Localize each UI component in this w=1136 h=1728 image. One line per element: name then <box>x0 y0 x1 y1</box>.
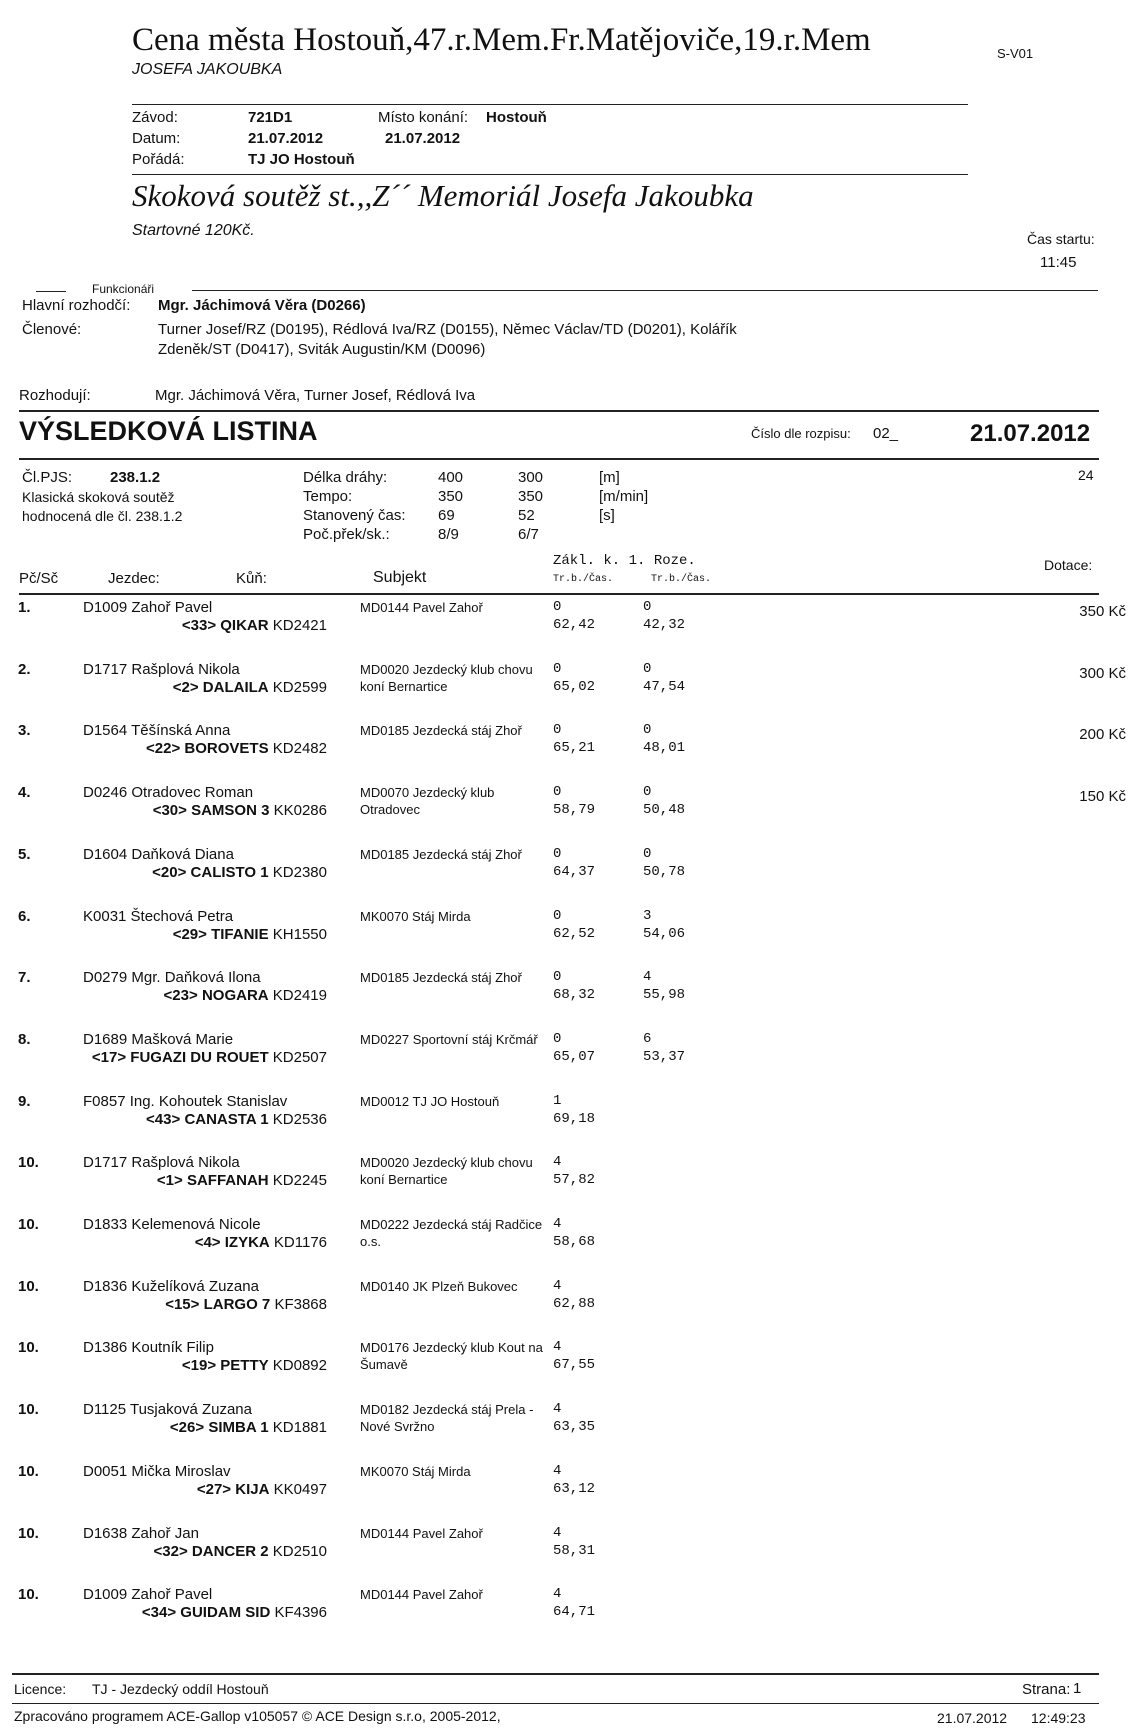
table-row <box>0 599 1136 661</box>
subject: MD0185 Jezdecká stáj Zhoř <box>360 847 522 862</box>
place: 10. <box>18 1586 39 1603</box>
horse-name: LARGO 7 <box>203 1296 271 1313</box>
clenove-line-2: Zdeněk/ST (D0417), Sviták Augustin/KM (D0096) <box>158 341 486 358</box>
round1-penalty: 0 <box>553 969 562 985</box>
clpjs-label: Čl.PJS: <box>22 469 73 486</box>
table-row <box>0 1093 1136 1155</box>
round1-time: 68,32 <box>553 987 596 1003</box>
horse-name: CANASTA 1 <box>184 1111 269 1128</box>
round1-subheader: Tr.b./Čas. <box>553 574 614 585</box>
round2-penalty: 0 <box>643 722 652 738</box>
table-row <box>0 1031 1136 1093</box>
param-unit: [m/min] <box>599 488 649 505</box>
rider: K0031 Štechová Petra <box>83 908 234 925</box>
rider: D1386 Koutník Filip <box>83 1339 214 1356</box>
table-row <box>0 908 1136 970</box>
param-unit: [m] <box>599 469 620 486</box>
horse <box>173 926 327 943</box>
table-row <box>0 722 1136 784</box>
horse-number: <19> <box>181 1357 217 1374</box>
horse-id: KK0497 <box>273 1481 327 1498</box>
place: 1. <box>18 599 31 616</box>
divider <box>36 291 66 292</box>
round2-penalty: 0 <box>643 661 652 677</box>
round2-time: 50,48 <box>643 802 686 818</box>
results-date: 21.07.2012 <box>970 420 1091 447</box>
horse <box>173 679 327 696</box>
table-row <box>0 1216 1136 1278</box>
horse-id: KD2421 <box>272 617 327 634</box>
rider: D1638 Zahoř Jan <box>83 1525 199 1542</box>
footer-date: 21.07.2012 <box>937 1710 1008 1726</box>
param-value-2: 300 <box>518 469 544 486</box>
place: 10. <box>18 1339 39 1356</box>
subject: MD0222 Jezdecká stáj Radčice o.s. <box>360 1217 543 1249</box>
horse <box>152 864 327 881</box>
place: 10. <box>18 1401 39 1418</box>
horse-id: KD2245 <box>272 1172 327 1189</box>
param-value-1: 400 <box>438 469 464 486</box>
round1-penalty: 4 <box>553 1586 562 1602</box>
zavod-value: 721D1 <box>248 109 293 126</box>
place: 10. <box>18 1216 39 1233</box>
rider: D1009 Zahoř Pavel <box>83 599 213 616</box>
round1-time: 67,55 <box>553 1357 596 1373</box>
rider: D1836 Kuželíková Zuzana <box>83 1278 259 1295</box>
round1-penalty: 4 <box>553 1154 562 1170</box>
misto-value: Hostouň <box>486 109 547 126</box>
licence-value: TJ - Jezdecký oddíl Hostouň <box>92 1681 269 1697</box>
round1-time: 62,88 <box>553 1296 596 1312</box>
round1-time: 63,12 <box>553 1481 596 1497</box>
clenove-label: Členové: <box>22 321 82 338</box>
divider <box>192 290 1098 291</box>
horse-number: <34> <box>141 1604 177 1621</box>
horse-number: <30> <box>152 802 187 819</box>
round2-time: 47,54 <box>643 679 686 695</box>
subject: MD0020 Jezdecký klub chovu koní Bernartice <box>360 1155 533 1187</box>
round1-time: 65,07 <box>553 1049 596 1065</box>
round2-time: 55,98 <box>643 987 686 1003</box>
round1-time: 62,52 <box>553 926 596 942</box>
horse-number: <4> <box>194 1234 221 1251</box>
table-row <box>0 1339 1136 1401</box>
competition-title: Skoková soutěž st.,,Z´´ Memoriál Josefa Jakoubka <box>132 178 754 213</box>
klasicka-line-1: Klasická skoková soutěž <box>22 489 175 505</box>
horse-id: KD2599 <box>272 679 327 696</box>
round2-penalty: 6 <box>643 1031 652 1047</box>
divider <box>19 458 1099 460</box>
param-value-1: 8/9 <box>438 526 459 543</box>
horse-name: FUGAZI DU ROUET <box>130 1049 269 1066</box>
horse-name: KIJA <box>235 1481 270 1498</box>
cislo-rozpisu-value: 02_ <box>873 425 899 442</box>
horse-id: KD1881 <box>272 1419 327 1436</box>
divider <box>12 1673 1099 1675</box>
rider: D0279 Mgr. Daňková Ilona <box>83 969 261 986</box>
subject: MD0227 Sportovní stáj Krčmář <box>360 1032 538 1047</box>
horse-number: <32> <box>153 1543 188 1560</box>
round2-time: 48,01 <box>643 740 686 756</box>
round1-penalty: 0 <box>553 722 562 738</box>
round2-penalty: 4 <box>643 969 652 985</box>
footer-time: 12:49:23 <box>1031 1710 1086 1726</box>
table-row <box>0 969 1136 1031</box>
horse-number: <22> <box>146 740 181 757</box>
place: 10. <box>18 1463 39 1480</box>
horse-id: KH1550 <box>272 926 327 943</box>
round2-time: 54,06 <box>643 926 686 942</box>
round1-time: 63,35 <box>553 1419 596 1435</box>
round1-penalty: 4 <box>553 1339 562 1355</box>
horse-name: IZYKA <box>224 1234 270 1251</box>
cas-startu-label: Čas startu: <box>1027 231 1095 247</box>
horse-name: DANCER 2 <box>191 1543 269 1560</box>
rider: D1717 Rašplová Nikola <box>83 1154 240 1171</box>
horse <box>142 1604 327 1621</box>
param-label: Délka dráhy: <box>303 469 388 486</box>
horse-name: SAMSON 3 <box>191 802 270 819</box>
horse-number: <43> <box>146 1111 181 1128</box>
rider: D1717 Rašplová Nikola <box>83 661 240 678</box>
place: 2. <box>18 661 31 678</box>
cas-startu-value: 11:45 <box>1040 254 1077 271</box>
place: 5. <box>18 846 31 863</box>
horse-name: TIFANIE <box>211 926 269 943</box>
horse-name: SIMBA 1 <box>208 1419 269 1436</box>
licence-label: Licence: <box>14 1681 67 1697</box>
round2-time: 50,78 <box>643 864 686 880</box>
horse-name: NOGARA <box>201 987 269 1004</box>
subject: MD0176 Jezdecký klub Kout na Šumavě <box>360 1340 543 1372</box>
jezdec-header: Jezdec: <box>108 570 160 587</box>
horse-id: KF4396 <box>274 1604 327 1621</box>
round1-penalty: 4 <box>553 1463 562 1479</box>
param-value-2: 6/7 <box>518 526 539 543</box>
subject: MD0140 JK Plzeň Bukovec <box>360 1279 518 1294</box>
pcsc-header: Pč/Sč <box>19 570 59 587</box>
horse-id: KK0286 <box>273 802 327 819</box>
round1-time: 65,02 <box>553 679 596 695</box>
round-header: Zákl. k. 1. Roze. <box>553 553 696 569</box>
place: 6. <box>18 908 31 925</box>
klasicka-line-2: hodnocená dle čl. 238.1.2 <box>22 508 183 524</box>
place: 9. <box>18 1093 31 1110</box>
clenove-line-1: Turner Josef/RZ (D0195), Rédlová Iva/RZ (D0155), Němec Václav/TD (D0201), Kolářík <box>158 321 737 338</box>
round1-time: 65,21 <box>553 740 596 756</box>
horse <box>165 1296 327 1313</box>
divider <box>12 1703 1099 1704</box>
table-row <box>0 784 1136 846</box>
horse-id: KD1176 <box>273 1234 327 1251</box>
table-row <box>0 1154 1136 1216</box>
horse-name: SAFFANAH <box>186 1172 269 1189</box>
horse-name: QIKAR <box>220 617 269 634</box>
horse-number: <2> <box>172 679 199 696</box>
rider: F0857 Ing. Kohoutek Stanislav <box>83 1093 288 1110</box>
place: 10. <box>18 1154 39 1171</box>
round1-penalty: 0 <box>553 908 562 924</box>
rider: D0246 Otradovec Roman <box>83 784 254 801</box>
param-label: Tempo: <box>303 488 353 505</box>
horse-name: BOROVETS <box>184 740 269 757</box>
event-subtitle: JOSEFA JAKOUBKA <box>132 61 283 78</box>
rider: D1689 Mašková Marie <box>83 1031 234 1048</box>
round2-subheader: Tr.b./Čas. <box>651 574 712 585</box>
horse-number: <20> <box>152 864 187 881</box>
horse <box>146 740 327 757</box>
datum-value-2: 21.07.2012 <box>385 130 461 147</box>
horse <box>154 1543 327 1560</box>
round1-penalty: 0 <box>553 1031 562 1047</box>
horse-name: GUIDAM SID <box>180 1604 271 1621</box>
round1-penalty: 4 <box>553 1401 562 1417</box>
round1-penalty: 1 <box>553 1093 562 1109</box>
horse <box>153 802 327 819</box>
subjekt-header: Subjekt <box>373 569 427 586</box>
results-count: 24 <box>1078 467 1094 483</box>
horse-number: <29> <box>172 926 207 943</box>
datum-label: Datum: <box>132 130 181 147</box>
round2-penalty: 3 <box>643 908 652 924</box>
round1-penalty: 0 <box>553 784 562 800</box>
horse-id: KD2536 <box>272 1111 327 1128</box>
divider <box>132 104 968 105</box>
horse <box>92 1049 327 1066</box>
round1-penalty: 4 <box>553 1216 562 1232</box>
subject: MK0070 Stáj Mirda <box>360 1464 471 1479</box>
horse-id: KD2510 <box>272 1543 327 1560</box>
place: 8. <box>18 1031 31 1048</box>
program-info: Zpracováno programem ACE-Gallop v105057 © ACE Design s.r.o, 2005-2012, <box>14 1708 501 1724</box>
round1-penalty: 0 <box>553 846 562 862</box>
porada-value: TJ JO Hostouň <box>248 151 355 168</box>
param-unit: [s] <box>599 507 615 524</box>
table-row <box>0 1278 1136 1340</box>
horse <box>182 1357 327 1374</box>
subject: MD0144 Pavel Zahoř <box>360 600 483 615</box>
place: 10. <box>18 1525 39 1542</box>
round1-time: 57,82 <box>553 1172 596 1188</box>
round2-penalty: 0 <box>643 784 652 800</box>
param-label: Poč.přek/sk.: <box>303 526 390 543</box>
round1-time: 58,68 <box>553 1234 596 1250</box>
event-title: Cena města Hostouň,47.r.Mem.Fr.Matějoviče,19.r.Mem <box>132 22 871 58</box>
horse-number: <27> <box>196 1481 232 1498</box>
param-value-2: 350 <box>518 488 544 505</box>
horse-number: <17> <box>91 1049 127 1066</box>
round1-penalty: 0 <box>553 661 562 677</box>
horse-number: <33> <box>181 617 217 634</box>
rider: D0051 Mička Miroslav <box>83 1463 231 1480</box>
table-row <box>0 1401 1136 1463</box>
horse <box>164 987 327 1004</box>
horse <box>157 1172 327 1189</box>
round1-penalty: 4 <box>553 1278 562 1294</box>
table-row <box>0 1525 1136 1587</box>
datum-value: 21.07.2012 <box>248 130 324 147</box>
round1-time: 64,37 <box>553 864 596 880</box>
document-code: S-V01 <box>997 46 1034 61</box>
prize: 150 Kč <box>1079 788 1126 805</box>
horse <box>182 617 327 634</box>
kun-header: Kůň: <box>236 570 267 587</box>
round1-penalty: 4 <box>553 1525 562 1541</box>
hlavni-rozhodci-label: Hlavní rozhodčí: <box>22 297 131 314</box>
rozhoduji-value: Mgr. Jáchimová Věra, Turner Josef, Rédlová Iva <box>155 387 476 404</box>
horse-id: KD0892 <box>272 1357 327 1374</box>
subject: MD0185 Jezdecká stáj Zhoř <box>360 970 522 985</box>
round1-time: 64,71 <box>553 1604 596 1620</box>
horse-id: KF3868 <box>274 1296 327 1313</box>
round2-penalty: 0 <box>643 599 652 615</box>
horse-number: <26> <box>169 1419 205 1436</box>
horse <box>197 1481 327 1498</box>
funkcionari-label: Funkcionáři <box>92 282 155 296</box>
results-title: VÝSLEDKOVÁ LISTINA <box>19 416 318 446</box>
table-row <box>0 846 1136 908</box>
subject: MD0012 TJ JO Hostouň <box>360 1094 500 1109</box>
prize: 350 Kč <box>1079 603 1126 620</box>
rider: D1009 Zahoř Pavel <box>83 1586 213 1603</box>
round2-time: 53,37 <box>643 1049 686 1065</box>
place: 3. <box>18 722 31 739</box>
table-row <box>0 1586 1136 1648</box>
misto-label: Místo konání: <box>378 109 469 126</box>
place: 10. <box>18 1278 39 1295</box>
subject: MK0070 Stáj Mirda <box>360 909 471 924</box>
subject: MD0144 Pavel Zahoř <box>360 1587 483 1602</box>
round1-time: 62,42 <box>553 617 596 633</box>
horse-name: DALAILA <box>202 679 269 696</box>
strana-label: Strana: <box>1022 1681 1071 1698</box>
round1-penalty: 0 <box>553 599 562 615</box>
horse-id: KD2380 <box>272 864 327 881</box>
place: 4. <box>18 784 31 801</box>
horse-number: <23> <box>163 987 198 1004</box>
rider: D1833 Kelemenová Nicole <box>83 1216 261 1233</box>
horse <box>146 1111 327 1128</box>
table-row <box>0 1463 1136 1525</box>
param-value-1: 69 <box>438 507 455 524</box>
rider: D1125 Tusjaková Zuzana <box>83 1401 252 1418</box>
strana-value: 1 <box>1073 1680 1082 1697</box>
subject: MD0185 Jezdecká stáj Zhoř <box>360 723 522 738</box>
prize: 300 Kč <box>1079 665 1126 682</box>
round1-time: 58,79 <box>553 802 596 818</box>
param-value-2: 52 <box>518 507 535 524</box>
round2-time: 42,32 <box>643 617 686 633</box>
horse <box>195 1234 327 1251</box>
prize: 200 Kč <box>1079 726 1126 743</box>
param-label: Stanovený čas: <box>303 507 406 524</box>
zavod-label: Závod: <box>132 109 178 126</box>
dotace-header: Dotace: <box>1044 557 1093 573</box>
place: 7. <box>18 969 31 986</box>
horse-name: CALISTO 1 <box>190 864 269 881</box>
round1-time: 69,18 <box>553 1111 596 1127</box>
subject: MD0020 Jezdecký klub chovu koní Bernartice <box>360 662 533 694</box>
divider <box>19 593 1099 595</box>
porada-label: Pořádá: <box>132 151 185 168</box>
round1-time: 58,31 <box>553 1543 596 1559</box>
horse-id: KD2482 <box>272 740 327 757</box>
horse <box>170 1419 327 1436</box>
subject: MD0144 Pavel Zahoř <box>360 1526 483 1541</box>
table-row <box>0 661 1136 723</box>
rider: D1604 Daňková Diana <box>83 846 234 863</box>
horse-id: KD2419 <box>272 987 327 1004</box>
horse-number: <15> <box>165 1296 200 1313</box>
divider <box>132 174 968 175</box>
startovne: Startovné 120Kč. <box>132 222 255 239</box>
round2-penalty: 0 <box>643 846 652 862</box>
clpjs-value: 238.1.2 <box>110 469 161 486</box>
rider: D1564 Těšínská Anna <box>83 722 231 739</box>
cislo-rozpisu-label: Číslo dle rozpisu: <box>751 426 851 441</box>
rozhoduji-label: Rozhodují: <box>19 387 91 404</box>
hlavni-rozhodci-value: Mgr. Jáchimová Věra (D0266) <box>158 297 366 314</box>
subject: MD0070 Jezdecký klub Otradovec <box>360 785 495 817</box>
horse-name: PETTY <box>220 1357 269 1374</box>
param-value-1: 350 <box>438 488 464 505</box>
horse-id: KD2507 <box>272 1049 327 1066</box>
horse-number: <1> <box>156 1172 183 1189</box>
subject: MD0182 Jezdecká stáj Prela - Nové Svržno <box>360 1402 534 1434</box>
divider <box>19 410 1099 412</box>
